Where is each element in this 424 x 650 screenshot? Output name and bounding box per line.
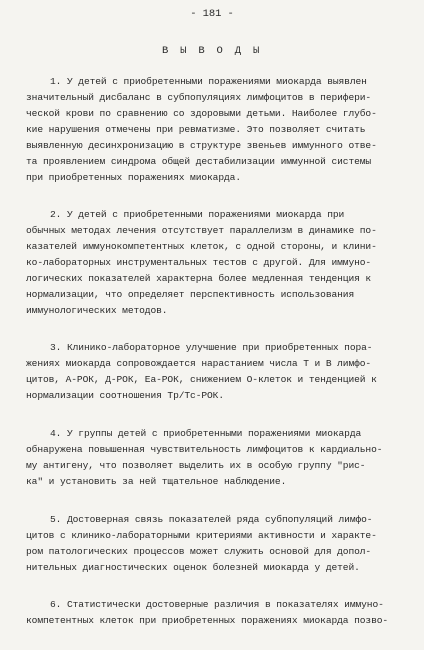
paragraph-line: жениях миокарда сопровождается нарастанием числа Т и В лимфо-	[26, 358, 372, 369]
paragraph-line: ром патологических процессов может служить основой для допол-	[26, 546, 372, 557]
paragraph-line: компетентных клеток при приобретенных поражениях миокарда позво-	[26, 615, 389, 626]
paragraph-line: обычных методах лечения отсутствует параллелизм в динамике по-	[26, 225, 377, 236]
paragraph-line: та проявлением синдрома общей дестабилизации иммунной системы	[26, 156, 372, 167]
paragraph-first-line: 1. У детей с приобретенными поражениями миокарда выявлен	[50, 76, 367, 87]
paragraph-line: нормализации, что определяет перспективность использования	[26, 289, 355, 300]
page-number: - 181 -	[190, 8, 234, 20]
paragraph-line: казателей иммунокомпетентных клеток, с одной стороны, и клини-	[26, 241, 377, 252]
paragraph-first-line: 5. Достоверная связь показателей ряда субпопуляций лимфо-	[50, 514, 373, 525]
paragraph-line: значительный дисбаланс в субпопуляциях лимфоцитов в перифери-	[26, 92, 372, 103]
paragraph-line: му антигену, что позволяет выделить их в особую группу "рис-	[26, 460, 366, 471]
paragraph-line: ка" и установить за ней тщательное наблюдение.	[26, 476, 287, 487]
paragraph-first-line: 6. Статистически достоверные различия в показателях иммуно-	[50, 599, 384, 610]
section-heading: В Ы В О Д Ы	[161, 45, 263, 57]
paragraph-line: логических показателей характерна более медленная тенденция к	[26, 273, 372, 284]
paragraph-line: ческой крови по сравнению со здоровыми детьми. Наиболее глубо-	[26, 108, 377, 119]
paragraph-line: цитов с клинико-лабораторными критериями активности и характе-	[26, 530, 377, 541]
paragraph-line: при приобретенных поражениях миокарда.	[26, 172, 241, 183]
paragraph-line: ко-лабораторных инструментальных тестов с другой. Для иммуно-	[26, 257, 372, 268]
paragraph-first-line: 4. У группы детей с приобретенными поражениями миокарда	[50, 428, 362, 439]
paragraph-first-line: 2. У детей с приобретенными поражениями миокарда при	[50, 209, 345, 220]
paragraph-line: обнаружена повышенная чувствительность лимфоцитов к кардиально-	[26, 444, 383, 455]
paragraph-line: иммунологических методов.	[26, 305, 168, 316]
paragraph-line: нительных диагностических оценок болезней миокарда у детей.	[26, 562, 360, 573]
paragraph-first-line: 3. Клинико-лабораторное улучшение при приобретенных пора-	[50, 342, 373, 353]
paragraph-line: цитов, А-РОК, Д-РОК, Ea-РОК, снижением О-клеток и тенденцией к	[26, 374, 377, 385]
paragraph-line: нормализации соотношения Тр/Тс-РОК.	[26, 390, 225, 401]
paragraph-line: кие нарушения отмечены при ревматизме. Это позволяет считать	[26, 124, 366, 135]
paragraph-line: выявленную десинхронизацию в структуре звеньев иммунного отве-	[26, 140, 377, 151]
